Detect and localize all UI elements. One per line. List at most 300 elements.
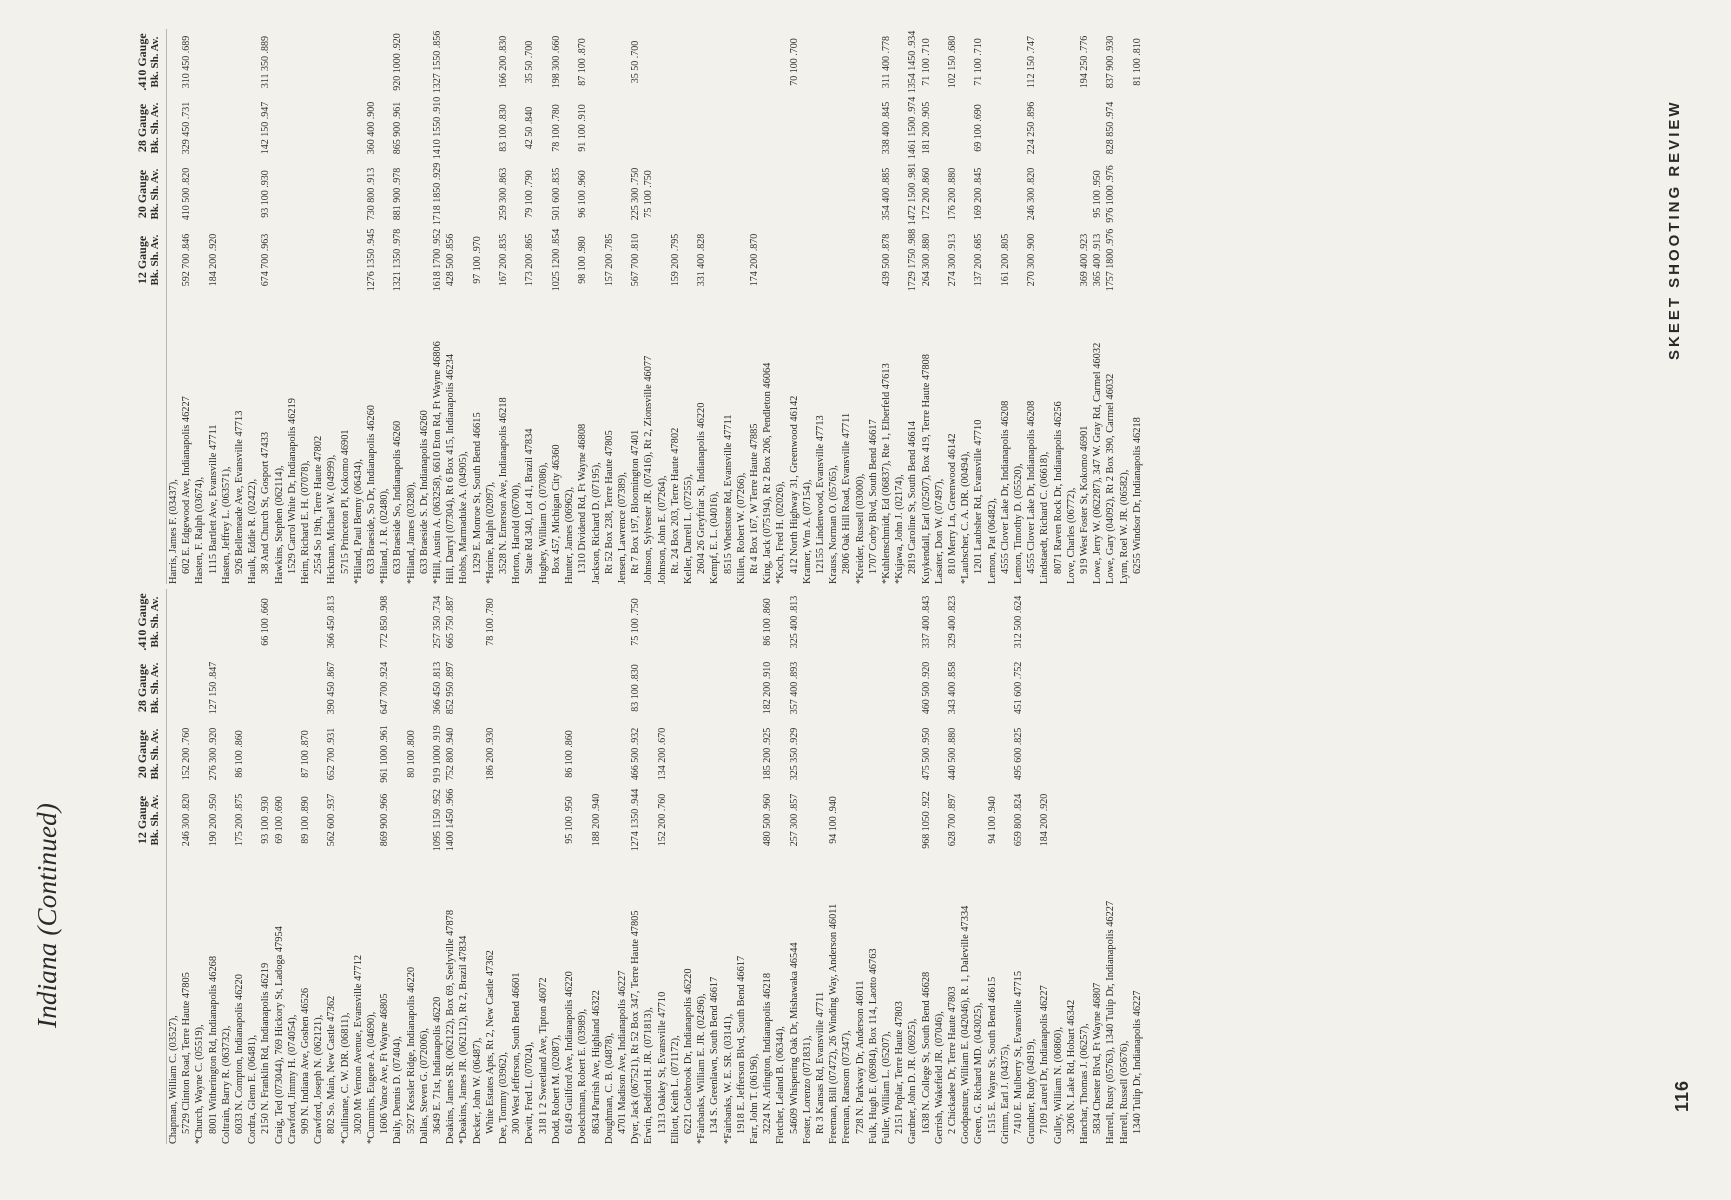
score-cell — [193, 95, 206, 161]
score-cell: 69 100 .690 — [973, 104, 985, 152]
list-item — [457, 589, 470, 1144]
score-cell — [378, 227, 391, 293]
score-cell — [1052, 227, 1065, 293]
list-item — [761, 29, 774, 584]
score-cell: 1327 1550 .856 — [432, 30, 444, 94]
score-cell — [299, 161, 312, 227]
score-cell — [286, 589, 299, 655]
score-cell: 159 200 .795 — [669, 233, 681, 287]
list-item — [788, 29, 801, 584]
score-cell — [405, 95, 418, 161]
list-item — [906, 29, 919, 584]
score-cell — [933, 161, 946, 227]
score-cell — [1091, 95, 1104, 161]
score-cell — [339, 589, 352, 655]
entry-name: 8634 Parrish Ave, Highland 46322 — [590, 990, 602, 1134]
score-cell — [418, 721, 431, 787]
score-cell — [590, 227, 603, 293]
score-cell — [418, 95, 431, 161]
list-item — [748, 589, 761, 1144]
score-cell: 75 100 .750 — [630, 598, 642, 646]
score-cell — [1065, 95, 1078, 161]
score-cell: 257 350 .734 — [432, 595, 444, 649]
list-item — [682, 29, 695, 584]
list-item — [1078, 29, 1091, 584]
score-cell — [207, 95, 220, 161]
entry-list-right — [167, 29, 1144, 584]
score-cell: 310 450 .689 — [181, 35, 193, 89]
list-item — [642, 589, 655, 1144]
score-cell — [986, 29, 999, 95]
score-cell: 95 100 .950 — [1092, 170, 1104, 218]
score-cell — [418, 29, 431, 95]
score-cell — [986, 95, 999, 161]
entry-name: Foster, Lorenzo (071831), — [801, 1035, 813, 1144]
score-cell — [986, 227, 999, 293]
score-cell — [325, 95, 338, 161]
score-cell — [972, 589, 985, 655]
score-cell — [999, 29, 1012, 95]
score-cell — [708, 721, 721, 787]
publication-name: SKEET SHOOTING REVIEW — [1666, 99, 1683, 360]
score-cell — [510, 787, 523, 853]
list-item — [180, 589, 193, 1144]
entry-name: 134 S. Greenlawn, South Bend 46617 — [709, 976, 721, 1134]
entry-name: 919 West Foster St, Kokomo 46901 — [1079, 425, 1091, 574]
entry-name: Crawford, Joseph N. (062121), — [313, 1014, 325, 1144]
score-cell — [656, 161, 669, 227]
score-cell — [286, 29, 299, 95]
score-cell — [669, 655, 682, 721]
score-cell — [405, 161, 418, 227]
score-cell: 81 100 .810 — [1131, 38, 1143, 86]
score-cell — [1052, 95, 1065, 161]
score-cell — [933, 589, 946, 655]
score-cell — [220, 161, 233, 227]
entry-name: 2151 Poplar, Terre Haute 47803 — [894, 1001, 906, 1134]
score-cell — [735, 787, 748, 853]
list-item — [1104, 589, 1117, 1144]
score-cell — [590, 655, 603, 721]
entry-name: Grimm, Earl J. (04375), — [999, 1044, 1011, 1144]
score-cell — [193, 655, 206, 721]
list-item — [1118, 29, 1131, 584]
score-cell — [682, 29, 695, 95]
score-cell — [1118, 787, 1131, 853]
score-cell — [682, 589, 695, 655]
list-item — [814, 29, 827, 584]
list-item — [167, 29, 180, 584]
score-cell — [1118, 721, 1131, 787]
score-cell — [444, 29, 457, 95]
score-cell: 181 200 .905 — [920, 101, 932, 155]
score-cell — [1038, 95, 1051, 161]
list-item — [497, 29, 510, 584]
score-cell — [827, 227, 840, 293]
score-cell: 1276 1350 .945 — [366, 228, 378, 292]
score-cell — [682, 655, 695, 721]
score-cell — [484, 787, 497, 853]
score-cell — [471, 161, 484, 227]
score-cell: 142 150 .947 — [260, 101, 272, 155]
score-cell — [207, 589, 220, 655]
list-item — [431, 589, 444, 1144]
list-item — [906, 589, 919, 1144]
score-cell: 466 500 .932 — [630, 727, 642, 781]
gauge-header — [136, 787, 162, 853]
entry-name: Gulley, William N. (06860), — [1052, 1026, 1064, 1144]
score-cell — [1025, 721, 1038, 787]
list-item — [339, 29, 352, 584]
list-item — [299, 589, 312, 1144]
list-item — [444, 29, 457, 584]
entry-name: Kempf, E. L. (04016), — [709, 491, 721, 584]
score-cell — [1065, 227, 1078, 293]
score-cell — [246, 589, 259, 655]
score-cell: 91 100 .910 — [577, 104, 589, 152]
score-cell — [629, 95, 642, 161]
score-cell — [814, 589, 827, 655]
score-cell — [286, 787, 299, 853]
gauge-title: 12 Gauge — [135, 235, 149, 285]
score-cell: 137 200 .685 — [973, 233, 985, 287]
score-cell — [273, 95, 286, 161]
entry-name: Love, Charles (06772), — [1065, 487, 1077, 584]
entry-name: Doughman, C. B. (04878), — [603, 1032, 615, 1144]
score-cell — [616, 721, 629, 787]
score-cell — [893, 95, 906, 161]
list-item — [497, 589, 510, 1144]
score-cell — [378, 29, 391, 95]
entry-name: 7109 Laurel Dr, Indianapolis 46227 — [1039, 985, 1051, 1134]
list-item — [959, 589, 972, 1144]
score-cell — [959, 95, 972, 161]
list-item — [365, 589, 378, 1144]
score-cell — [576, 655, 589, 721]
score-cell — [325, 227, 338, 293]
entry-name: *Hill, Austin A. (063258), 6610 Eton Rd, Ft Wayne 46806 — [432, 341, 444, 584]
score-cell — [1078, 655, 1091, 721]
gauge-title: 28 Gauge — [135, 103, 149, 153]
entry-name: 2 Chickadee Dr, Terre Haute 47803 — [946, 986, 958, 1134]
score-cell — [286, 161, 299, 227]
entry-name: 4555 Clover Lake Dr, Indianapolis 46208 — [999, 400, 1011, 574]
list-item — [1025, 589, 1038, 1144]
score-cell — [603, 161, 616, 227]
entry-name: Gardner, John D. JR. (06925), — [907, 1018, 919, 1144]
score-cell — [259, 655, 272, 721]
score-cell — [193, 787, 206, 853]
score-cell: 225 300 .750 — [630, 167, 642, 221]
score-cell — [788, 227, 801, 293]
score-cell — [933, 787, 946, 853]
score-cell — [814, 655, 827, 721]
score-cell — [246, 721, 259, 787]
entry-name: Heim, Richard E. H. (07078), — [300, 460, 312, 584]
score-cell — [220, 95, 233, 161]
score-cell: 329 450 .731 — [181, 101, 193, 155]
score-cell — [774, 655, 787, 721]
entry-name: 7410 E. Mulberry St, Evansville 47715 — [1013, 970, 1024, 1134]
score-cell: 331 400 .828 — [696, 233, 708, 287]
score-cell — [774, 95, 787, 161]
list-item — [1091, 29, 1104, 584]
score-cell — [774, 787, 787, 853]
score-cell — [603, 29, 616, 95]
score-cell — [471, 95, 484, 161]
list-item — [193, 589, 206, 1144]
score-cell — [708, 589, 721, 655]
entry-name: White Estates Apts, Rt 2, New Castle 47362 — [484, 950, 496, 1134]
score-cell — [537, 161, 550, 227]
score-cell — [840, 787, 853, 853]
gauge-title: .410 Gauge — [135, 593, 149, 651]
entry-name: Harrell, Rusty (05763), 1340 Tulip Dr, Indianapolis 46227 — [1105, 900, 1117, 1144]
entry-name: 810 Merry Ln, Greenwood 46142 — [946, 433, 958, 574]
list-item — [735, 29, 748, 584]
score-cell: 182 200 .910 — [762, 661, 774, 715]
entry-name: Jackson, Richard D. (07195), — [590, 462, 602, 584]
score-cell — [801, 29, 814, 95]
score-cell — [325, 29, 338, 95]
list-item — [603, 29, 616, 584]
score-cell — [352, 227, 365, 293]
score-cell — [827, 655, 840, 721]
score-cell — [1131, 787, 1144, 853]
entry-name: 633 Braeside So, Indianapolis 46260 — [392, 420, 404, 574]
score-cell — [708, 227, 721, 293]
score-cell — [550, 655, 563, 721]
list-item — [431, 29, 444, 584]
score-cell — [1052, 787, 1065, 853]
score-cell: 97 100 .970 — [471, 236, 483, 284]
score-cell — [246, 161, 259, 227]
list-item — [972, 29, 985, 584]
score-cell — [312, 721, 325, 787]
score-cell — [669, 589, 682, 655]
list-item — [669, 589, 682, 1144]
list-item — [1012, 29, 1025, 584]
score-cell — [748, 655, 761, 721]
score-cell: 71 100 .710 — [973, 38, 985, 86]
score-cell — [827, 95, 840, 161]
score-cell — [682, 787, 695, 853]
score-cell — [801, 227, 814, 293]
score-cell: 87 100 .870 — [300, 730, 312, 778]
score-cell — [840, 161, 853, 227]
list-item — [523, 29, 536, 584]
score-cell — [906, 721, 919, 787]
entry-name: Hughey, William O. (07086), — [537, 462, 549, 584]
score-cell — [339, 721, 352, 787]
score-cell: 69 100 .690 — [273, 796, 285, 844]
score-cell — [642, 655, 655, 721]
score-cell — [1052, 161, 1065, 227]
score-cell — [325, 161, 338, 227]
score-cell — [1104, 787, 1117, 853]
score-cell — [801, 787, 814, 853]
score-cell: 42 50 .840 — [524, 106, 536, 150]
score-cell — [207, 29, 220, 95]
score-cell — [1065, 161, 1078, 227]
score-cell: 75 100 .750 — [643, 170, 655, 218]
score-cell — [722, 95, 735, 161]
score-cell — [405, 787, 418, 853]
entry-name: 909 N. Indiana Ave, Goshen 46526 — [300, 987, 312, 1134]
score-cell: 184 200 .920 — [1039, 793, 1051, 847]
score-cell — [616, 589, 629, 655]
gauge-title: 28 Gauge — [135, 663, 149, 713]
score-cell: 665 750 .887 — [445, 595, 457, 649]
score-cell — [867, 721, 880, 787]
entry-name: 1201 Laubsher Rd, Evansville 47710 — [973, 419, 985, 574]
entry-name: 2554 So 19th, Terre Haute 47802 — [313, 435, 325, 574]
score-cell — [893, 29, 906, 95]
score-cell — [193, 227, 206, 293]
list-item — [616, 29, 629, 584]
score-cell — [365, 29, 378, 95]
score-cell — [537, 787, 550, 853]
score-cell — [510, 655, 523, 721]
score-cell: 329 400 .823 — [946, 595, 958, 649]
score-cell — [471, 589, 484, 655]
score-cell — [246, 655, 259, 721]
score-cell — [299, 29, 312, 95]
list-item — [484, 29, 497, 584]
score-cell — [748, 161, 761, 227]
gauge-title: .410 Gauge — [135, 33, 149, 91]
list-item — [220, 29, 233, 584]
list-item — [933, 29, 946, 584]
score-cell — [827, 161, 840, 227]
entry-name: Harris, James F. (03437), — [168, 479, 179, 584]
score-cell — [233, 227, 246, 293]
entry-list-left — [167, 589, 1144, 1144]
score-cell — [180, 589, 193, 655]
score-cell — [616, 95, 629, 161]
score-cell — [1052, 655, 1065, 721]
score-cell — [616, 161, 629, 227]
list-item — [590, 29, 603, 584]
score-cell — [352, 29, 365, 95]
score-cell — [220, 655, 233, 721]
score-cell — [854, 227, 867, 293]
score-cell — [682, 95, 695, 161]
score-cell: 674 700 .963 — [260, 233, 272, 287]
entry-name: Freeman, Bill (07472), 26 Winding Way, Anderson 46011 — [828, 903, 840, 1144]
gauge-subtitle: Bk. Sh. Av. — [149, 234, 161, 286]
left-column — [100, 589, 1144, 1144]
score-cell — [510, 161, 523, 227]
score-cell — [1091, 787, 1104, 853]
list-item — [220, 589, 233, 1144]
score-cell — [1131, 95, 1144, 161]
list-item — [999, 29, 1012, 584]
list-item — [312, 589, 325, 1144]
score-cell: 410 500 .820 — [181, 167, 193, 221]
score-cell — [444, 161, 457, 227]
entry-name: Dyer, Jack (067521), Rt 52 Box 347, Terre Haute 47805 — [630, 910, 642, 1144]
score-cell — [695, 95, 708, 161]
entry-name: Rt 4 Box 167, W Terre Haute 47885 — [748, 423, 760, 574]
score-cell — [220, 227, 233, 293]
entry-name: 2806 Oak Hill Road, Evansville 47711 — [841, 412, 853, 574]
score-cell — [788, 161, 801, 227]
list-item — [312, 29, 325, 584]
entry-name: 1340 Tulip Dr, Indianapolis 46227 — [1131, 990, 1143, 1134]
score-cell — [893, 589, 906, 655]
score-cell — [735, 29, 748, 95]
entry-name: Jensen, Lawrence (07389), — [616, 472, 628, 584]
score-cell — [1078, 787, 1091, 853]
score-cell — [457, 227, 470, 293]
score-cell — [286, 227, 299, 293]
list-item — [286, 29, 299, 584]
entry-name: 54609 Whispering Oak Dr, Mishawaka 46544 — [788, 942, 800, 1134]
score-cell: 475 500 .950 — [920, 727, 932, 781]
score-cell: 440 500 .880 — [946, 727, 958, 781]
score-cell — [339, 655, 352, 721]
score-cell — [616, 227, 629, 293]
score-cell — [840, 227, 853, 293]
list-item — [339, 589, 352, 1144]
score-cell — [590, 29, 603, 95]
entry-name: *Hiland, J. R. (02480), — [379, 488, 391, 584]
score-cell — [590, 721, 603, 787]
score-cell — [867, 787, 880, 853]
entry-name: Lindstaedt, Richard C. (06618), — [1039, 451, 1051, 584]
entry-name: 1638 N. College St, South Bend 46628 — [920, 971, 932, 1134]
score-cell — [193, 721, 206, 787]
list-item — [946, 589, 959, 1144]
list-item — [788, 589, 801, 1144]
list-item — [1065, 589, 1078, 1144]
score-cell — [788, 95, 801, 161]
score-cell — [378, 161, 391, 227]
score-cell: 647 700 .924 — [379, 661, 391, 715]
list-item — [893, 589, 906, 1144]
score-cell: 71 100 .710 — [920, 38, 932, 86]
entry-name: 1115 Bartlett Ave, Evansville 47711 — [207, 424, 219, 574]
score-cell — [1025, 787, 1038, 853]
list-item — [391, 29, 404, 584]
entry-name: 412 North Highway 31, Greenwood 46142 — [788, 395, 800, 574]
list-item — [576, 29, 589, 584]
score-cell — [906, 655, 919, 721]
score-cell — [510, 227, 523, 293]
entry-name: 318 1 2 Sweetland Ave, Tipton 46072 — [537, 977, 549, 1134]
entry-name: *Church, Wayne C. (05519), — [194, 1024, 206, 1144]
score-cell: 276 300 .920 — [207, 727, 219, 781]
list-item — [1052, 589, 1065, 1144]
list-item — [933, 589, 946, 1144]
score-cell — [405, 589, 418, 655]
score-cell — [642, 227, 655, 293]
score-cell — [933, 227, 946, 293]
score-cell — [457, 161, 470, 227]
score-cell — [893, 227, 906, 293]
score-cell — [735, 227, 748, 293]
score-cell — [563, 95, 576, 161]
entry-name: 728 N. Parkway Dr, Anderson 46011 — [854, 980, 866, 1134]
score-cell — [669, 95, 682, 161]
list-item — [854, 29, 867, 584]
score-cell — [748, 589, 761, 655]
entry-name: Rt 52 Box 238, Terre Haute 47805 — [603, 430, 615, 574]
score-cell — [484, 161, 497, 227]
score-cell — [999, 655, 1012, 721]
score-cell — [1078, 161, 1091, 227]
